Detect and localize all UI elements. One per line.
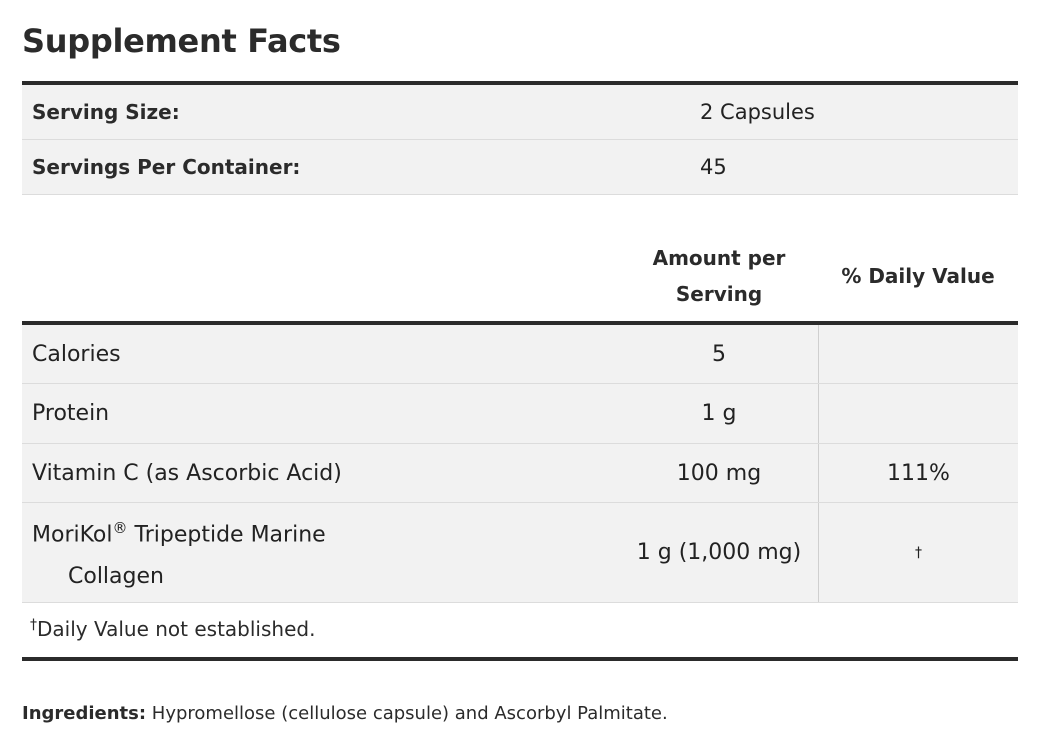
nutrient-amount: 5 (712, 341, 726, 367)
column-divider (818, 503, 819, 602)
nutrient-name: Calories (32, 341, 121, 367)
nutrient-dv: 111% (887, 460, 950, 486)
nutrient-dv (819, 325, 1018, 383)
ingredients-text: Hypromellose (cellulose capsule) and Ascorbyl Palmitate. (146, 703, 668, 724)
servings-per-container-row (22, 140, 1018, 195)
nutrient-row (22, 444, 1018, 503)
nutrient-name (32, 503, 326, 602)
footnote-dagger: † (30, 617, 37, 633)
footnote (30, 617, 315, 641)
nutrient-amount: 1 g (1,000 mg) (636, 540, 802, 565)
serving-size-row (22, 85, 1018, 140)
column-divider (818, 325, 819, 383)
footnote-text: Daily Value not established. (37, 617, 316, 641)
servings-per-container-label: Servings Per Container: (32, 155, 301, 179)
column-divider (818, 444, 819, 502)
serving-size-label: Serving Size: (32, 100, 180, 124)
bottom-rule (22, 657, 1018, 661)
amount-per-serving-header (620, 240, 818, 312)
nutrient-name-line2: Collagen (68, 564, 164, 590)
page-title: Supplement Facts (22, 22, 341, 60)
nutrient-dv: † (915, 544, 922, 561)
nutrient-name: Vitamin C (as Ascorbic Acid) (32, 460, 342, 486)
nutrient-amount: 100 mg (676, 460, 762, 486)
nutrient-row (22, 384, 1018, 444)
registered-mark: ® (112, 518, 128, 537)
nutrient-name-line1-rest: Tripeptide Marine (127, 522, 326, 548)
daily-value-header: % Daily Value (841, 264, 995, 288)
amount-header-line1: Amount per (652, 246, 786, 270)
serving-size-value: 2 Capsules (700, 100, 815, 124)
ingredients (22, 703, 668, 724)
nutrient-row (22, 503, 1018, 603)
nutrient-row (22, 325, 1018, 384)
ingredients-label: Ingredients: (22, 703, 147, 724)
nutrient-name-line1: MoriKol (32, 522, 113, 548)
amount-header-line2: Serving (675, 282, 763, 306)
column-divider (818, 384, 819, 443)
nutrient-amount: 1 g (701, 401, 737, 426)
servings-per-container-value: 45 (700, 155, 727, 179)
nutrient-dv (819, 384, 1018, 443)
nutrient-name: Protein (32, 401, 110, 426)
